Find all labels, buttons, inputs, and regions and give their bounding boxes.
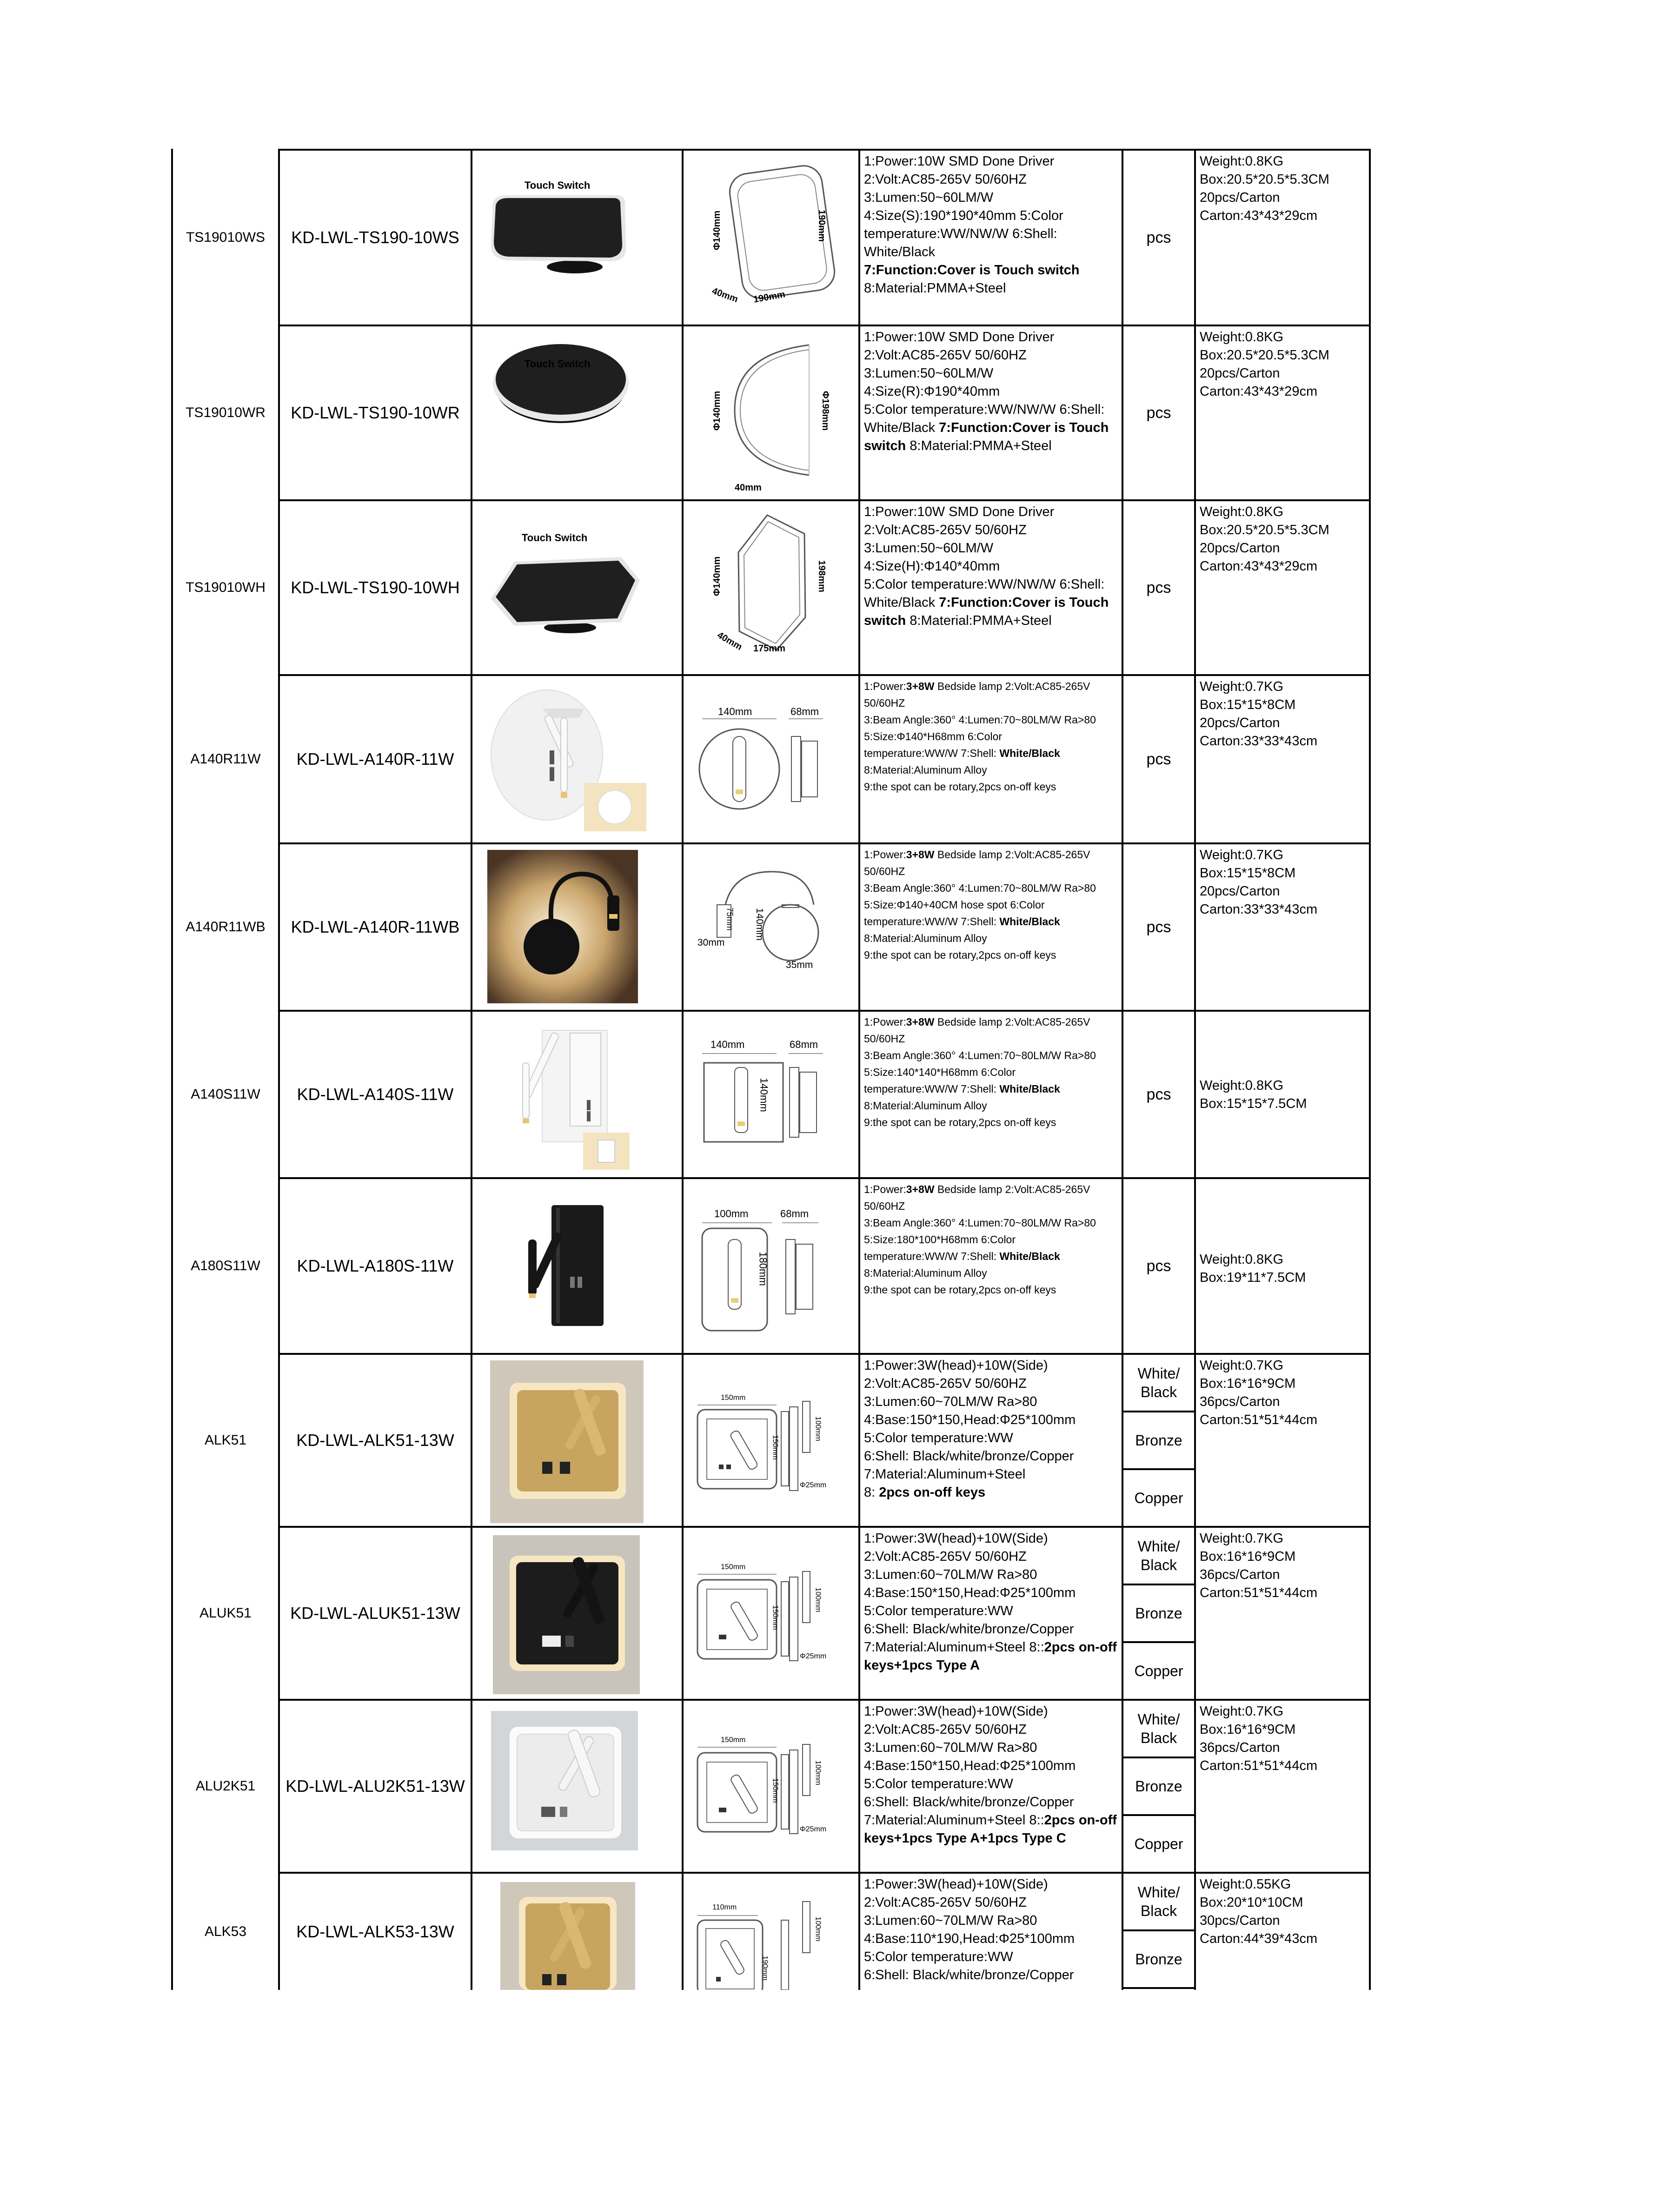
spec-part: White/Black bbox=[864, 420, 939, 435]
pack-line: Weight:0.8KG bbox=[1200, 504, 1284, 519]
pack-line: Box:16*16*9CM bbox=[1200, 1549, 1296, 1564]
dim-label: Φ198mm bbox=[820, 391, 831, 431]
spec-line: 5:Color temperature:WW bbox=[864, 1431, 1013, 1445]
pack-line: Box:16*16*9CM bbox=[1200, 1376, 1296, 1391]
spec-line bbox=[864, 1638, 1118, 1675]
spec-line: 5:Size:Φ140*H68mm 6:Color bbox=[864, 730, 1003, 742]
dim-label: 100mm bbox=[814, 1416, 822, 1441]
product-photo bbox=[472, 1355, 682, 1526]
pack-line: 20pcs/Carton bbox=[1200, 541, 1280, 556]
spec-part: White/Black bbox=[864, 595, 939, 610]
rect-bedside-drawing bbox=[684, 1179, 858, 1353]
spec-line: 8:Material:PMMA+Steel bbox=[864, 281, 1006, 296]
white-square-bedside-lamp-photo bbox=[472, 1012, 682, 1177]
dimension-drawing bbox=[684, 1355, 858, 1526]
spec-line: 1:Power:3W(head)+10W(Side) bbox=[864, 1877, 1048, 1892]
dim-label: Φ25mm bbox=[800, 1825, 827, 1833]
dim-label: 68mm bbox=[790, 706, 819, 717]
spec-line: temperature:WW/NW/W 6:Shell: bbox=[864, 226, 1057, 241]
spec-line bbox=[864, 612, 1118, 630]
grid-line bbox=[1122, 1987, 1196, 1989]
spec-part: 8:Material:PMMA+Steel bbox=[906, 613, 1052, 628]
dim-label: 100mm bbox=[714, 1208, 749, 1220]
pack-line: Carton:51*51*44cm bbox=[1200, 1585, 1318, 1600]
spec-bold: 3+8W bbox=[906, 1183, 935, 1195]
touch-switch-label: Touch Switch bbox=[525, 358, 591, 370]
spec-part: 8:Material:PMMA+Steel bbox=[906, 438, 1052, 453]
dimension-drawing bbox=[684, 1012, 858, 1177]
spec-line: 1:Power:3W(head)+10W(Side) bbox=[864, 1531, 1048, 1546]
dim-label: 150mm bbox=[721, 1563, 746, 1571]
pack-line: Weight:0.55KG bbox=[1200, 1877, 1291, 1892]
dim-label: 140mm bbox=[711, 1039, 745, 1050]
dim-label: 140mm bbox=[754, 908, 765, 941]
model-name: A140R11W bbox=[190, 751, 261, 767]
round-bedside-drawing bbox=[684, 676, 858, 842]
spec-line bbox=[864, 745, 1118, 762]
spec-line: 5:Color temperature:WW bbox=[864, 1604, 1013, 1618]
model-name: TS19010WH bbox=[186, 580, 266, 595]
product-photo bbox=[472, 1528, 682, 1699]
spec-part: Bedside lamp 2:Volt:AC85-265V bbox=[934, 1016, 1090, 1028]
product-code: KD-LWL-ALUK51-13W bbox=[290, 1604, 460, 1623]
dim-label: 190mm bbox=[816, 210, 827, 242]
spec-line: 6:Shell: Black/white/bronze/Copper bbox=[864, 1968, 1074, 1982]
spec-line: 9:the spot can be rotary,2pcs on-off keys bbox=[864, 781, 1056, 793]
product-photo bbox=[472, 1874, 682, 1990]
unit: pcs bbox=[1146, 404, 1171, 422]
spec-line: 8:Material:Aluminum Alloy bbox=[864, 932, 987, 944]
spec-text bbox=[860, 501, 1122, 674]
spec-bold: 7:Function:Cover is Touch bbox=[939, 595, 1109, 610]
product-code: KD-LWL-A140S-11W bbox=[297, 1085, 454, 1104]
spec-part: 8: bbox=[864, 1485, 879, 1500]
spec-part: Bedside lamp 2:Volt:AC85-265V bbox=[934, 680, 1090, 692]
spec-line: 3:Beam Angle:360° 4:Lumen:70~80LM/W Ra>80 bbox=[864, 1049, 1096, 1061]
spec-line: 5:Size:140*140*H68mm 6:Color bbox=[864, 1066, 1016, 1078]
spec-bold: 2pcs on-off keys+1pcs Type A+1pcs Type C bbox=[864, 1813, 1117, 1846]
dim-label: 198mm bbox=[816, 560, 827, 592]
spec-line: 2:Volt:AC85-265V 50/60HZ bbox=[864, 1549, 1027, 1564]
spec-line: 8:Material:Aluminum Alloy bbox=[864, 1267, 987, 1279]
spec-line bbox=[864, 678, 1118, 695]
spec-line bbox=[864, 1080, 1118, 1097]
dim-label: 40mm bbox=[735, 483, 762, 493]
spec-line: 3:Beam Angle:360° 4:Lumen:70~80LM/W Ra>80 bbox=[864, 882, 1096, 894]
product-photo bbox=[472, 676, 682, 842]
dim-label: 150mm bbox=[721, 1736, 746, 1744]
pack-line: Weight:0.8KG bbox=[1200, 330, 1284, 345]
dim-label: 100mm bbox=[814, 1587, 822, 1612]
color-option: Copper bbox=[1134, 1490, 1183, 1506]
spec-line: 2:Volt:AC85-265V 50/60HZ bbox=[864, 523, 1027, 537]
pack-line: 20pcs/Carton bbox=[1200, 884, 1280, 899]
spec-bold: switch bbox=[864, 613, 906, 628]
color-option: Bronze bbox=[1135, 1778, 1182, 1795]
spec-bold: 3+8W bbox=[906, 1016, 935, 1028]
spec-line: 1:Power:10W SMD Done Driver bbox=[864, 330, 1055, 345]
dim-label: 150mm bbox=[771, 1435, 779, 1460]
spec-bold: 7:Function:Cover is Touch bbox=[939, 420, 1109, 435]
dim-label: 140mm bbox=[758, 1078, 770, 1112]
model-name: TS19010WR bbox=[186, 405, 266, 420]
spec-line: 5:Size:Φ140+40CM hose spot 6:Color bbox=[864, 899, 1045, 911]
brass-square-lamp-photo bbox=[472, 1355, 682, 1526]
white-round-bedside-lamp-photo bbox=[472, 676, 682, 842]
color-option: Copper bbox=[1134, 1836, 1183, 1852]
spec-bold: switch bbox=[864, 438, 906, 453]
spec-line: 50/60HZ bbox=[864, 697, 905, 709]
spec-line bbox=[864, 1484, 1118, 1502]
packing-info bbox=[1196, 676, 1369, 842]
spec-line: White/Black bbox=[864, 245, 936, 259]
dim-label: 100mm bbox=[814, 1760, 822, 1785]
brass-rect-lamp-photo bbox=[472, 1874, 682, 1990]
spec-part: temperature:WW/W 7:Shell: bbox=[864, 915, 1000, 928]
spec-line: 1:Power:10W SMD Done Driver bbox=[864, 154, 1055, 169]
spec-line bbox=[864, 594, 1118, 612]
product-code: KD-LWL-A180S-11W bbox=[297, 1256, 454, 1275]
product-photo bbox=[472, 326, 682, 499]
spec-line bbox=[864, 1811, 1118, 1848]
model-name: ALUK51 bbox=[199, 1605, 252, 1621]
spec-text bbox=[860, 1012, 1122, 1177]
model-name: ALK51 bbox=[204, 1432, 247, 1448]
dim-label: 140mm bbox=[718, 706, 752, 717]
spec-text bbox=[860, 1355, 1122, 1526]
square-bedside-drawing bbox=[684, 1012, 858, 1177]
dim-label: 190mm bbox=[761, 1955, 769, 1981]
spec-text bbox=[860, 1528, 1122, 1699]
spec-line: 3:Lumen:50~60LM/W bbox=[864, 366, 994, 381]
spec-line: 3:Beam Angle:360° 4:Lumen:70~80LM/W Ra>80 bbox=[864, 714, 1096, 726]
spec-line: 50/60HZ bbox=[864, 865, 905, 877]
spec-part: temperature:WW/W 7:Shell: bbox=[864, 747, 1000, 759]
packing-info bbox=[1196, 501, 1369, 674]
pack-line: Carton:43*43*29cm bbox=[1200, 208, 1318, 223]
color-option: White/ Black bbox=[1137, 1884, 1180, 1919]
unit: pcs bbox=[1146, 578, 1171, 597]
dimension-drawing bbox=[684, 1701, 858, 1872]
dim-label: Φ140mm bbox=[712, 391, 723, 431]
dim-label: 40mm bbox=[715, 630, 744, 653]
pack-line: Carton:44*39*43cm bbox=[1200, 1931, 1318, 1946]
spec-bold: White/Black bbox=[999, 1250, 1060, 1262]
pack-line: Carton:51*51*44cm bbox=[1200, 1758, 1318, 1773]
spec-line: 3:Beam Angle:360° 4:Lumen:70~80LM/W Ra>80 bbox=[864, 1217, 1096, 1229]
model-name: A180S11W bbox=[191, 1258, 260, 1273]
spec-line: 3:Lumen:60~70LM/W Ra>80 bbox=[864, 1740, 1037, 1755]
dim-label: Φ140mm bbox=[712, 556, 723, 597]
spec-line: 2:Volt:AC85-265V 50/60HZ bbox=[864, 1895, 1027, 1910]
dimension-drawing bbox=[684, 844, 858, 1010]
dimension-drawing bbox=[684, 501, 858, 674]
spec-line: 8:Material:Aluminum Alloy bbox=[864, 1100, 987, 1112]
model-name: TS19010WS bbox=[186, 230, 266, 245]
color-option: White/ Black bbox=[1137, 1365, 1180, 1400]
spec-bold: 2pcs on-off keys+1pcs Type A bbox=[864, 1640, 1117, 1673]
product-photo bbox=[472, 1012, 682, 1177]
spec-line: 6:Shell: Black/white/bronze/Copper bbox=[864, 1449, 1074, 1464]
product-code: KD-LWL-TS190-10WS bbox=[291, 228, 459, 247]
spec-part: 7:Material:Aluminum+Steel 8:: bbox=[864, 1813, 1044, 1828]
dimension-drawing bbox=[684, 1528, 858, 1699]
rect-base-drawing bbox=[684, 1874, 858, 1990]
pack-line: Box:20.5*20.5*5.3CM bbox=[1200, 348, 1329, 363]
dim-label: 68mm bbox=[780, 1208, 809, 1220]
spec-line: 9:the spot can be rotary,2pcs on-off keys bbox=[864, 949, 1056, 961]
spec-line bbox=[864, 1014, 1118, 1030]
dim-label: 180mm bbox=[757, 1252, 769, 1286]
product-code: KD-LWL-ALK51-13W bbox=[296, 1431, 454, 1450]
pack-line: Box:15*15*8CM bbox=[1200, 866, 1296, 881]
pack-line: Box:20*10*10CM bbox=[1200, 1895, 1303, 1910]
pack-line: Box:20.5*20.5*5.3CM bbox=[1200, 172, 1329, 187]
pack-line: Box:15*15*8CM bbox=[1200, 697, 1296, 712]
white-square-usb-lamp-photo bbox=[472, 1701, 682, 1872]
spec-bold: 3+8W bbox=[906, 680, 935, 692]
dim-label: 110mm bbox=[712, 1903, 737, 1911]
spec-line: 1:Power:3W(head)+10W(Side) bbox=[864, 1358, 1048, 1373]
spec-line: 3:Lumen:50~60LM/W bbox=[864, 190, 994, 205]
dim-label: Φ25mm bbox=[800, 1652, 827, 1660]
spec-line: 4:Base:150*150,Head:Φ25*100mm bbox=[864, 1758, 1076, 1773]
packing-info bbox=[1196, 1179, 1369, 1353]
spec-line: 2:Volt:AC85-265V 50/60HZ bbox=[864, 1376, 1027, 1391]
dim-label: 150mm bbox=[771, 1605, 779, 1630]
packing-info bbox=[1196, 326, 1369, 499]
spec-text bbox=[860, 1874, 1122, 1990]
spec-bold: 3+8W bbox=[906, 848, 935, 861]
color-option: Copper bbox=[1134, 1663, 1183, 1679]
spec-line: 2:Volt:AC85-265V 50/60HZ bbox=[864, 1722, 1027, 1737]
color-option: Bronze bbox=[1135, 1951, 1182, 1968]
spec-line: 5:Size:180*100*H68mm 6:Color bbox=[864, 1233, 1016, 1246]
dim-label: Φ140mm bbox=[712, 210, 723, 251]
dim-label: 35mm bbox=[786, 960, 813, 970]
spec-line: 3:Lumen:60~70LM/W Ra>80 bbox=[864, 1394, 1037, 1409]
product-code: KD-LWL-ALU2K51-13W bbox=[286, 1776, 465, 1796]
dim-label: 150mm bbox=[771, 1778, 779, 1803]
packing-info bbox=[1196, 1012, 1369, 1177]
spec-text bbox=[860, 1701, 1122, 1872]
spec-bold: White/Black bbox=[999, 915, 1060, 928]
round-drawing bbox=[684, 326, 858, 499]
color-option: White/ Black bbox=[1137, 1538, 1180, 1573]
model-name: A140R11WB bbox=[186, 919, 266, 935]
pack-line: 36pcs/Carton bbox=[1200, 1394, 1280, 1409]
spec-part: 7:Material:Aluminum+Steel 8:: bbox=[864, 1640, 1044, 1655]
spec-line: 6:Shell: Black/white/bronze/Copper bbox=[864, 1622, 1074, 1637]
spec-line bbox=[864, 437, 1118, 455]
spec-line: 3:Lumen:60~70LM/W Ra>80 bbox=[864, 1567, 1037, 1582]
packing-info bbox=[1196, 151, 1369, 325]
unit: pcs bbox=[1146, 228, 1171, 246]
spec-line: 2:Volt:AC85-265V 50/60HZ bbox=[864, 172, 1027, 187]
pack-line: Weight:0.7KG bbox=[1200, 1358, 1284, 1373]
spec-line: 4:Base:150*150,Head:Φ25*100mm bbox=[864, 1585, 1076, 1600]
unit: pcs bbox=[1146, 1257, 1171, 1275]
spec-bold: 7:Function:Cover is Touch switch bbox=[864, 263, 1080, 278]
spec-part: temperature:WW/W 7:Shell: bbox=[864, 1250, 1000, 1262]
dim-label: 190mm bbox=[752, 289, 786, 305]
spec-line: 50/60HZ bbox=[864, 1033, 905, 1045]
spec-line bbox=[864, 1248, 1118, 1265]
dim-label: Φ25mm bbox=[800, 1481, 827, 1489]
spec-part: 1:Power: bbox=[864, 848, 906, 861]
pack-line: Box:15*15*7.5CM bbox=[1200, 1096, 1307, 1111]
dim-label: 68mm bbox=[790, 1039, 818, 1050]
pack-line: Carton:33*33*43cm bbox=[1200, 734, 1318, 749]
dimension-drawing bbox=[684, 676, 858, 842]
packing-info bbox=[1196, 844, 1369, 1010]
spec-line: 4:Base:150*150,Head:Φ25*100mm bbox=[864, 1412, 1076, 1427]
spec-line: 50/60HZ bbox=[864, 1200, 905, 1212]
product-photo bbox=[472, 844, 682, 1010]
spec-part: temperature:WW/W 7:Shell: bbox=[864, 1083, 1000, 1095]
grid-line bbox=[1369, 149, 1371, 1990]
spec-line: 4:Size(S):190*190*40mm 5:Color bbox=[864, 208, 1063, 223]
spec-line: 9:the spot can be rotary,2pcs on-off keys bbox=[864, 1116, 1056, 1128]
touch-switch-label: Touch Switch bbox=[525, 179, 591, 191]
spec-line bbox=[864, 846, 1118, 863]
spec-line: 6:Shell: Black/white/bronze/Copper bbox=[864, 1795, 1074, 1810]
pack-line: Carton:51*51*44cm bbox=[1200, 1412, 1318, 1427]
spec-line: 4:Base:110*190,Head:Φ25*100mm bbox=[864, 1931, 1075, 1946]
pack-line: Box:16*16*9CM bbox=[1200, 1722, 1296, 1737]
dimension-drawing bbox=[684, 151, 858, 325]
square-lamp-photo bbox=[472, 151, 682, 325]
product-photo bbox=[472, 501, 682, 674]
dim-label: 175mm bbox=[753, 643, 785, 654]
product-code: KD-LWL-ALK53-13W bbox=[296, 1922, 454, 1941]
black-rect-bedside-lamp-photo bbox=[472, 1179, 682, 1353]
spec-text bbox=[860, 151, 1122, 325]
pack-line: Weight:0.7KG bbox=[1200, 848, 1284, 862]
spec-bold: White/Black bbox=[999, 747, 1060, 759]
spec-line: 2:Volt:AC85-265V 50/60HZ bbox=[864, 348, 1027, 363]
product-photo bbox=[472, 1179, 682, 1353]
spec-line: 3:Lumen:50~60LM/W bbox=[864, 541, 994, 556]
unit: pcs bbox=[1146, 918, 1171, 936]
pack-line: 36pcs/Carton bbox=[1200, 1740, 1280, 1755]
hexagon-lamp-photo bbox=[472, 501, 682, 674]
packing-info bbox=[1196, 1874, 1369, 1990]
model-name: ALU2K51 bbox=[195, 1778, 256, 1794]
gooseneck-lamp-photo bbox=[472, 844, 682, 1010]
spec-line: 3:Lumen:60~70LM/W Ra>80 bbox=[864, 1913, 1037, 1928]
black-square-usb-lamp-photo bbox=[472, 1528, 682, 1699]
pack-line: Weight:0.7KG bbox=[1200, 1704, 1284, 1719]
pack-line: Weight:0.7KG bbox=[1200, 679, 1284, 694]
color-option: Bronze bbox=[1135, 1432, 1182, 1449]
model-name: A140S11W bbox=[191, 1087, 260, 1102]
color-option: Bronze bbox=[1135, 1605, 1182, 1622]
spec-line: 4:Size(H):Φ140*40mm bbox=[864, 559, 1000, 574]
pack-line: Weight:0.7KG bbox=[1200, 1531, 1284, 1546]
product-code: KD-LWL-TS190-10WH bbox=[291, 578, 460, 597]
dimension-drawing bbox=[684, 1179, 858, 1353]
gooseneck-drawing bbox=[684, 844, 858, 1010]
pack-line: Carton:43*43*29cm bbox=[1200, 384, 1318, 399]
spec-line bbox=[864, 1181, 1118, 1198]
spec-text bbox=[860, 844, 1122, 1010]
round-lamp-photo bbox=[472, 326, 682, 499]
dimension-drawing bbox=[684, 326, 858, 499]
color-option: White/ Black bbox=[1137, 1711, 1180, 1746]
spec-text bbox=[860, 326, 1122, 499]
spec-line bbox=[864, 419, 1118, 437]
pack-line: Weight:0.8KG bbox=[1200, 154, 1284, 169]
spec-part: 1:Power: bbox=[864, 680, 906, 692]
packing-info bbox=[1196, 1701, 1369, 1872]
spec-part: Bedside lamp 2:Volt:AC85-265V bbox=[934, 848, 1090, 861]
pack-line: 20pcs/Carton bbox=[1200, 366, 1280, 381]
spec-line: 5:Color temperature:WW bbox=[864, 1949, 1013, 1964]
spec-part: Bedside lamp 2:Volt:AC85-265V bbox=[934, 1183, 1090, 1195]
spec-line: 7:Material:Aluminum+Steel bbox=[864, 1467, 1026, 1482]
spec-line: 5:Color temperature:WW bbox=[864, 1776, 1013, 1791]
spec-line bbox=[864, 913, 1118, 930]
dimension-drawing bbox=[684, 1874, 858, 1990]
pack-line: Box:19*11*7.5CM bbox=[1200, 1270, 1306, 1285]
model-name: ALK53 bbox=[204, 1924, 247, 1939]
dim-label: 100mm bbox=[814, 1916, 822, 1942]
pack-line: 36pcs/Carton bbox=[1200, 1567, 1280, 1582]
pack-line: 20pcs/Carton bbox=[1200, 716, 1280, 730]
product-code: KD-LWL-TS190-10WR bbox=[291, 403, 460, 422]
product-code: KD-LWL-A140R-11WB bbox=[291, 917, 460, 936]
dim-label: 150mm bbox=[721, 1394, 746, 1402]
product-photo bbox=[472, 151, 682, 325]
spec-text bbox=[860, 1179, 1122, 1353]
spec-line: 5:Color temperature:WW/NW/W 6:Shell: bbox=[864, 402, 1105, 417]
spec-bold: 2pcs on-off keys bbox=[879, 1485, 986, 1500]
pack-line: Carton:33*33*43cm bbox=[1200, 902, 1318, 917]
spec-line: 1:Power:3W(head)+10W(Side) bbox=[864, 1704, 1048, 1719]
unit: pcs bbox=[1146, 750, 1171, 768]
product-code: KD-LWL-A140R-11W bbox=[296, 749, 454, 769]
spec-part: 1:Power: bbox=[864, 1183, 906, 1195]
spec-line: 4:Size(R):Φ190*40mm bbox=[864, 384, 1000, 399]
dim-label: 30mm bbox=[697, 937, 725, 948]
spec-line bbox=[864, 261, 1118, 279]
dim-label: 40mm bbox=[711, 285, 740, 305]
packing-info bbox=[1196, 1355, 1369, 1526]
unit: pcs bbox=[1146, 1085, 1171, 1103]
touch-switch-label: Touch Switch bbox=[522, 532, 588, 544]
dim-label: 75mm bbox=[725, 907, 735, 931]
pack-line: Weight:0.8KG bbox=[1200, 1252, 1284, 1267]
pack-line: Weight:0.8KG bbox=[1200, 1078, 1284, 1093]
pack-line: 20pcs/Carton bbox=[1200, 190, 1280, 205]
spec-bold: White/Black bbox=[999, 1083, 1060, 1095]
pack-line: Carton:43*43*29cm bbox=[1200, 559, 1318, 574]
spec-line: 1:Power:10W SMD Done Driver bbox=[864, 504, 1055, 519]
spec-line: 5:Color temperature:WW/NW/W 6:Shell: bbox=[864, 577, 1105, 592]
spec-part: 1:Power: bbox=[864, 1016, 906, 1028]
product-photo bbox=[472, 1701, 682, 1872]
packing-info bbox=[1196, 1528, 1369, 1699]
pack-line: 30pcs/Carton bbox=[1200, 1913, 1280, 1928]
pack-line: Box:20.5*20.5*5.3CM bbox=[1200, 523, 1329, 537]
spec-line: 9:the spot can be rotary,2pcs on-off keys bbox=[864, 1284, 1056, 1296]
spec-text bbox=[860, 676, 1122, 842]
spec-line: 8:Material:Aluminum Alloy bbox=[864, 764, 987, 776]
